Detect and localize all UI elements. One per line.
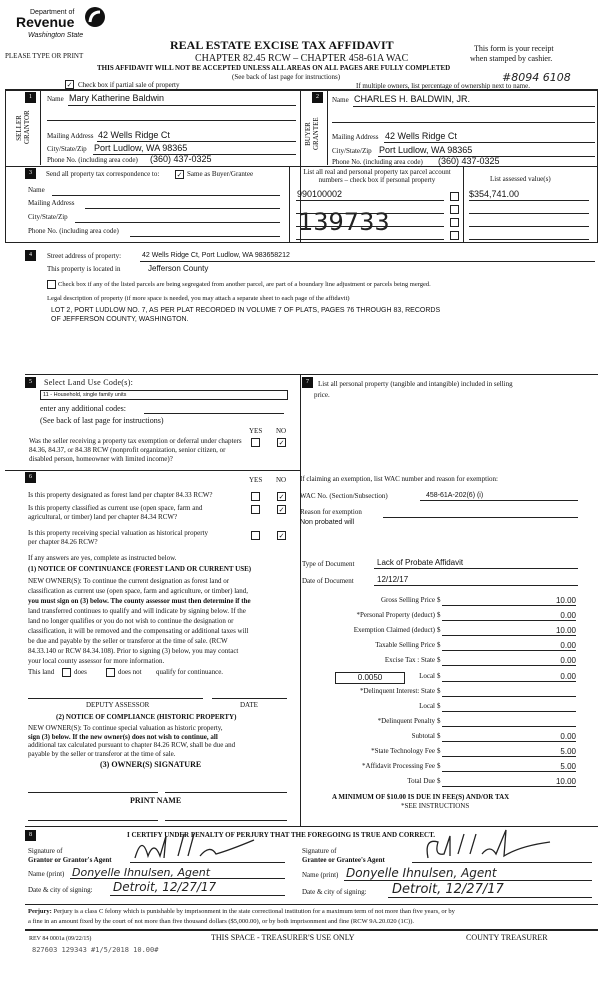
please-type: PLEASE TYPE OR PRINT [5,52,84,60]
corr-phone-field[interactable] [130,236,280,237]
form-title: REAL ESTATE EXCISE TAX AFFIDAVIT [170,38,394,52]
owner-print-line-2[interactable] [165,820,287,821]
logo-line3: Washington State [28,32,84,39]
section-5-number: 5 [25,377,36,388]
fee-value[interactable]: 0.00 [442,611,576,621]
fee-value[interactable]: 0.00 [442,641,576,651]
legal-description-2[interactable]: OF JEFFERSON COUNTY, WASHINGTON. [51,316,189,323]
currency-symbol: $ [437,626,441,634]
grantee-date-city[interactable]: Detroit, 12/27/17 [392,882,504,897]
this-land-label: This land [28,668,55,676]
personal-property-checkbox-3[interactable] [450,218,459,227]
additional-codes-field[interactable] [144,413,284,414]
notice-continuance-text: NEW OWNER(S): To continue the current designation as forest land or classification as current use (open space, farm and agriculture, or timber) land, you must sign on (3) below. The county assessor must then determine if the land transferred continues to qualify and will indicate by signing below. If the land no longer qualifies or you do not wish to continue the designation or classification, it will be removed and the compensating or additional taxes will be due and payable by the seller or transferor at the time of sale. (RCW 84.33.140 or RCW 84.34.108). Prior to signing (3) below, you may contact your local county assessor for more information. [28,577,251,665]
exemption-reason[interactable]: Non probated will [300,519,355,526]
seller-grantor-label: SELLER GRANTOR [15,110,31,144]
exemption-yes-checkbox[interactable] [251,438,260,447]
fee-label: Local [419,672,435,680]
buyer-grantee-label: BUYER GRANTEE [304,117,320,150]
fee-value[interactable]: 0.00 [442,656,576,666]
assessed-value[interactable]: $354,741.00 [469,189,520,199]
assessor-date-line[interactable] [212,698,287,699]
fee-label: *Personal Property (deduct) [356,611,435,619]
current-use-question-2: agricultural, or timber) land per chapter 84.34 RCW? [28,513,178,521]
form-warning: THIS AFFIDAVIT WILL NOT BE ACCEPTED UNLESS ALL AREAS ON ALL PAGES ARE FULLY COMPLETED [97,64,451,72]
grantor-date-city[interactable]: Detroit, 12/27/17 [113,880,217,894]
grantee-print-name[interactable]: Donyelle Ihnulsen, Agent [346,866,497,880]
qualify-label: qualify for continuance. [156,668,224,676]
does-label: does [74,668,87,676]
forest-land-question: Is this property designated as forest land per chapter 84.33 RCW? [28,491,213,499]
fee-value[interactable]: 10.00 [442,777,576,787]
buyer-phone-label: Phone No. (including area code) [332,158,423,166]
wac-number[interactable]: 458-61A-202(6) (i) [426,492,484,499]
seller-mailing-label: Mailing Address [47,132,94,140]
same-as-buyer-label: Same as Buyer/Grantee [187,170,254,178]
handwritten-number: #8094 6108 [502,71,571,84]
same-as-buyer-checkbox[interactable]: ✓ [176,171,183,179]
grantee-date-label: Date & city of signing: [302,888,367,896]
corr-phone-label: Phone No. (including area code) [28,227,119,235]
fee-value[interactable]: 10.00 [442,626,576,636]
doc-date-label: Date of Document [302,577,354,585]
current-use-no-checkbox[interactable]: ✓ [278,506,285,514]
doc-date[interactable]: 12/12/17 [377,575,409,584]
personal-property-checkbox-4[interactable] [450,231,459,240]
currency-symbol: $ [437,687,441,695]
does-not-qualify-checkbox[interactable] [106,668,115,677]
currency-symbol: $ [437,717,441,725]
handwritten-parcel-note: 139733 [298,208,390,236]
notice-compliance-title: (2) NOTICE OF COMPLIANCE (HISTORIC PROPERTY) [56,713,237,721]
no-header: NO [276,427,287,435]
legal-description-1[interactable]: LOT 2, PORT LUDLOW NO. 7, AS PER PLAT RECORDED IN VOLUME 7 OF PLATS, PAGES 76 THROUGH 83, RECORDS [51,307,441,314]
currency-symbol: $ [437,611,441,619]
section-7-number: 7 [302,377,313,388]
fee-label: *Delinquent Penalty [377,717,435,725]
seller-mailing[interactable]: 42 Wells Ridge Ct [98,130,170,140]
perjury-certification: I CERTIFY UNDER PENALTY OF PERJURY THAT THE FOREGOING IS TRUE AND CORRECT. [127,831,436,839]
grantor-signature-label: Signature of Grantor or Grantor's Agent [28,847,112,864]
deputy-assessor-label: DEPUTY ASSESSOR [86,701,150,709]
grantee-name-label: Name (print) [302,871,339,879]
perjury-notice-2: a fine in an amount fixed by the court of not more than five thousand dollars ($5,000.00), or by both imprisonment and fine (RCW 9A.20.020 (1C)). [28,918,415,925]
yes-header: YES [249,427,263,435]
owner-signature-line-2[interactable] [165,792,287,793]
segregated-label: Check box if any of the listed parcels are being segregated from another parcel, are part of a boundary line adjustment or parcels being merged. [58,281,431,288]
logo-line1: Department of [30,9,75,16]
forest-no-checkbox[interactable]: ✓ [278,493,285,501]
currency-symbol: $ [437,732,441,740]
if-yes-note: If any answers are yes, complete as instructed below. [28,554,177,562]
yes-header-6: YES [249,476,263,484]
corr-name-field[interactable] [52,195,280,196]
doc-type[interactable]: Lack of Probate Affidavit [377,558,464,567]
fee-value[interactable]: 0.00 [442,732,576,742]
grantee-signature[interactable] [420,826,560,862]
seller-name[interactable]: Mary Katherine Baldwin [69,93,165,103]
currency-symbol: $ [437,777,441,785]
multiple-owners-note: If multiple owners, list percentage of ownership next to name. [356,82,530,90]
corr-city-field[interactable] [75,222,280,223]
receipt-note-2: when stamped by cashier. [470,54,553,63]
seller-city-label: City/State/Zip [47,145,87,153]
historic-question-2: per chapter 84.26 RCW? [28,538,98,546]
buyer-city-label: City/State/Zip [332,147,372,155]
section-6-number: 6 [25,472,36,483]
owner-signature-line-1[interactable] [28,792,158,793]
corr-city-label: City/State/Zip [28,213,68,221]
send-correspondence-label: Send all property tax correspondence to: [46,170,160,178]
buyer-name[interactable]: CHARLES H. BALDWIN, JR. [354,94,471,104]
section-1-number: 1 [25,92,36,103]
buyer-name-label: Name [332,96,349,104]
currency-symbol: $ [437,596,441,604]
currency-symbol: $ [437,672,441,680]
corr-mailing-field[interactable] [85,208,280,209]
county-treasurer-label: COUNTY TREASURER [466,933,548,942]
fee-label: *Affidavit Processing Fee [362,762,435,770]
fee-label: Subtotal [411,732,435,740]
seller-name-label: Name [47,95,64,103]
currency-symbol: $ [437,641,441,649]
segregated-checkbox[interactable] [47,280,56,289]
treasurer-space-label: THIS SPACE - TREASURER'S USE ONLY [211,933,355,942]
deputy-assessor-line[interactable] [28,698,203,699]
current-use-question: Is this property classified as current use (open space, farm and [28,504,203,512]
fee-value[interactable]: 10.00 [442,596,576,606]
land-use-label: Select Land Use Code(s): [44,378,134,387]
seller-phone[interactable]: (360) 437-0325 [150,154,212,164]
forest-yes-checkbox[interactable] [251,492,260,501]
grantee-signature-label: Signature of Grantee or Grantee's Agent [302,847,385,864]
historic-question: Is this property receiving special valuation as historical property [28,529,209,537]
historic-yes-checkbox[interactable] [251,531,260,540]
logo-line2: Revenue [16,14,75,30]
currency-symbol: $ [437,702,441,710]
does-not-label: does not [118,668,142,676]
street-address[interactable]: 42 Wells Ridge Ct, Port Ludlow, WA 983658212 [142,252,290,259]
personal-property-label: List all personal property (tangible and intangible) included in selling [318,380,513,388]
corr-mailing-label: Mailing Address [28,199,75,207]
owner-print-line-1[interactable] [28,820,158,821]
buyer-mailing[interactable]: 42 Wells Ridge Ct [385,131,457,141]
section-2-number: 2 [312,92,323,103]
local-rate-box[interactable]: 0.0050 [335,672,405,684]
fee-label: *State Technology Fee [371,747,435,755]
dor-emblem-icon [84,5,106,29]
located-in-label: This property is located in [47,265,121,273]
fee-label: Exemption Claimed (deduct) [353,626,435,634]
fee-label: Excise Tax : State [384,656,435,664]
wac-label: WAC No. (Section/Subsection) [300,492,388,500]
reason-label: Reason for exemption [300,508,362,516]
section-8-number: 8 [25,830,36,841]
section-3-number: 3 [25,168,36,179]
fee-value[interactable] [442,702,576,712]
does-qualify-checkbox[interactable] [62,668,71,677]
exemption-question: Was the seller receiving a property tax exemption or deferral under chapters 84.36, 84.37, or 84.38 RCW (nonprofit organization, senior citizen, or disabled person, homeowner with limited income)? [29,437,242,463]
fee-value[interactable] [442,717,576,727]
seller-phone-label: Phone No. (including area code) [47,156,138,164]
land-use-select[interactable]: 11 - Household, single family units [40,390,288,400]
grantor-signature[interactable] [130,830,270,862]
currency-symbol: $ [437,747,441,755]
fee-label: Taxable Selling Price [375,641,435,649]
receipt-stamp: 827603 129343 #1/5/2018 10.00# [32,946,159,954]
fee-label: Gross Selling Price [380,596,435,604]
assessor-date-label: DATE [240,701,258,709]
historic-no-checkbox[interactable]: ✓ [278,532,285,540]
partial-sale-checkbox[interactable]: ✓ [66,81,73,89]
parcel-number[interactable]: 990100002 [297,189,343,199]
county[interactable]: Jefferson County [148,264,209,273]
personal-property-checkbox-2[interactable] [450,205,459,214]
grantor-name-label: Name (print) [28,870,65,878]
parcel-header: List all real and personal property tax parcel account numbers – check box if personal property [303,168,451,184]
buyer-phone[interactable]: (360) 437-0325 [438,156,500,166]
seller-city[interactable]: Port Ludlow, WA 98365 [94,143,188,153]
receipt-note-1: This form is your receipt [474,44,554,53]
currency-symbol: $ [437,762,441,770]
grantor-print-name[interactable]: Donyelle Ihnulsen, Agent [72,866,211,879]
buyer-mailing-label: Mailing Address [332,133,379,141]
fee-label: *Delinquent Interest: State [359,687,435,695]
owner-signature-title: (3) OWNER(S) SIGNATURE [100,760,202,769]
fee-label: Total Due [407,777,435,785]
exemption-no-checkbox[interactable]: ✓ [278,439,285,447]
see-back-5: (See back of last page for instructions) [40,416,164,425]
current-use-yes-checkbox[interactable] [251,505,260,514]
print-name-label: PRINT NAME [130,796,182,805]
doc-type-label: Type of Document [302,560,355,568]
partial-sale-label: Check box if partial sale of property [78,81,180,89]
fee-label: Local [419,702,435,710]
grantor-date-label: Date & city of signing: [28,886,93,894]
fee-value[interactable]: 0.00 [442,672,576,682]
fee-value[interactable]: 5.00 [442,747,576,757]
section-4-number: 4 [25,250,36,261]
notice-continuance-title: (1) NOTICE OF CONTINUANCE (FOREST LAND OR CURRENT USE) [28,565,252,573]
form-revision: REV 84 0001a (09/22/15) [29,936,92,942]
no-header-6: NO [276,476,287,484]
buyer-city[interactable]: Port Ludlow, WA 98365 [379,145,473,155]
fee-value[interactable]: 5.00 [442,762,576,772]
additional-codes-label: enter any additional codes: [40,404,126,413]
fee-value[interactable] [442,687,576,697]
assessed-header: List assessed value(s) [490,175,551,183]
legal-description-label: Legal description of property (if more space is needed, you may attach a separate sheet to each page of the affidavit) [47,295,350,302]
personal-property-checkbox-1[interactable] [450,192,459,201]
notice-compliance-text: NEW OWNER(S): To continue special valuation as historic property, sign (3) below. If the new owner(s) does not wish to continue, all additional tax calculated pursuant to chapter 84.26 RCW, shall be due and payable by the seller or transferor at the time of sale. [28,724,236,758]
see-back-note: (See back of last page for instructions) [232,73,341,81]
currency-symbol: $ [437,656,441,664]
corr-name-label: Name [28,186,45,194]
minimum-due-note: A MINIMUM OF $10.00 IS DUE IN FEE(S) AND/OR TAX [332,793,510,801]
perjury-notice: Perjury: Perjury is a class C felony which is punishable by imprisonment in the state correctional institution for a maximum term of not more than five years, or by [28,908,455,915]
see-instructions: *SEE INSTRUCTIONS [401,802,470,810]
exemption-label: If claiming an exemption, list WAC number and reason for exemption: [300,475,498,483]
street-address-label: Street address of property: [47,252,122,260]
personal-property-label-2: price. [314,391,330,399]
form-chapter: CHAPTER 82.45 RCW – CHAPTER 458-61A WAC [195,53,409,64]
